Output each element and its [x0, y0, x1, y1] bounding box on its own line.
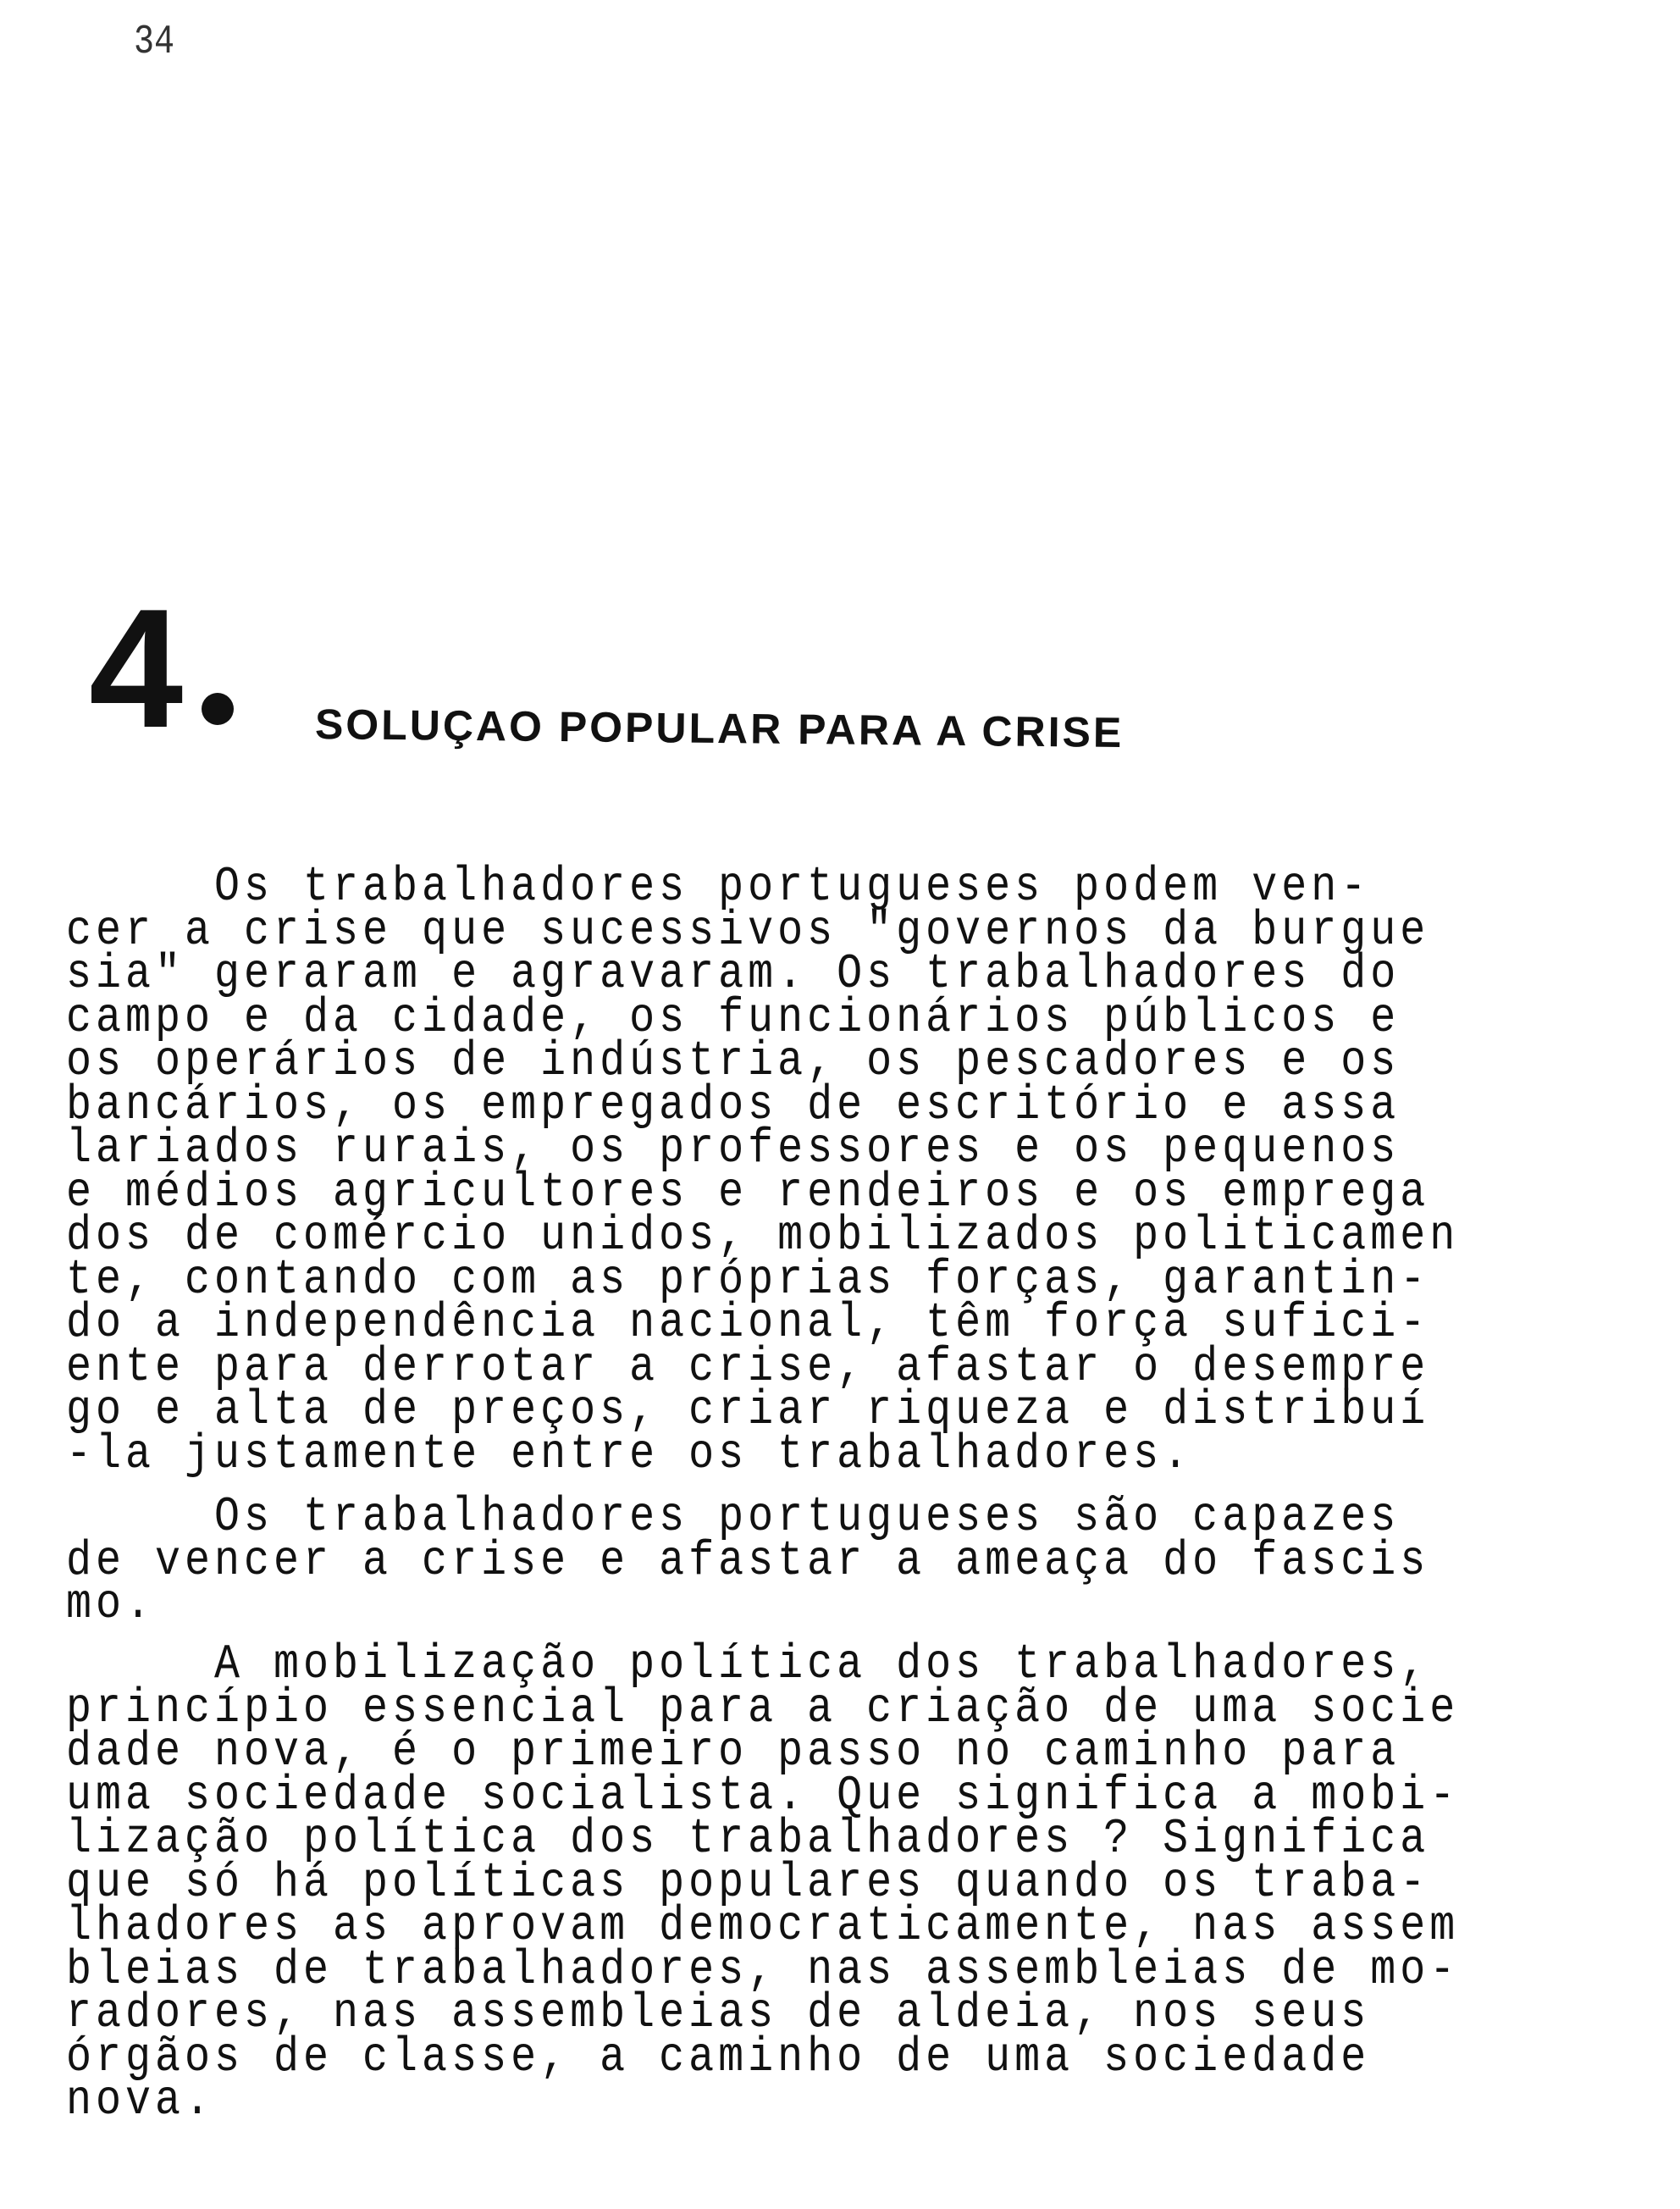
- text-line: dade nova, é o primeiro passo no caminho para: [66, 1724, 1401, 1780]
- text-line: órgãos de classe, a caminho de uma sociedade: [66, 2029, 1371, 2085]
- text-line: os operários de indústria, os pescadores e os: [66, 1033, 1401, 1090]
- text-line: mo.: [66, 1576, 156, 1633]
- text-line: lariados rurais, os professores e os pequenos: [66, 1121, 1401, 1177]
- page-number: 34: [134, 19, 175, 66]
- text-line: A mobilização política dos trabalhadores,: [66, 1636, 1430, 1693]
- text-line: lhadores as aprovam democraticamente, nas assem: [66, 1898, 1460, 1955]
- text-line: princípio essencial para a criação de uma socie: [66, 1680, 1460, 1736]
- chapter-title: SOLUÇAO POPULAR PARA A CRISE: [314, 700, 1125, 757]
- text-line: de vencer a crise e afastar a ameaça do fascis: [66, 1533, 1430, 1589]
- text-line: bancários, os empregados de escritório e assa: [66, 1077, 1401, 1133]
- text-line: -la justamente entre os trabalhadores.: [66, 1426, 1193, 1482]
- text-line: campo e da cidade, os funcionários públicos e: [66, 990, 1401, 1046]
- text-line: radores, nas assembleias de aldeia, nos seus: [66, 1985, 1371, 2042]
- paragraph-1: [66, 859, 1460, 1482]
- text-line: que só há políticas populares quando os traba-: [66, 1855, 1430, 1911]
- paragraph-3: [66, 1636, 1460, 2129]
- chapter-number: 4: [89, 574, 184, 763]
- text-line: nova.: [66, 2073, 215, 2129]
- chapter-bullet-dot: [202, 693, 234, 725]
- text-line: cer a crise que sucessivos "governos da burgue: [66, 903, 1430, 959]
- text-line: Os trabalhadores portugueses podem ven-: [66, 859, 1371, 916]
- paragraph-2: [66, 1489, 1430, 1633]
- text-line: Os trabalhadores portugueses são capazes: [66, 1489, 1401, 1546]
- text-line: bleias de trabalhadores, nas assembleias de mo-: [66, 1942, 1460, 1998]
- text-line: lização política dos trabalhadores ? Significa: [66, 1811, 1430, 1868]
- text-line: do a independência nacional, têm força sufici-: [66, 1295, 1430, 1352]
- text-line: go e alta de preços, criar riqueza e distribuí: [66, 1382, 1430, 1439]
- text-line: dos de comércio unidos, mobilizados politicamen: [66, 1208, 1460, 1265]
- text-line: sia" geraram e agravaram. Os trabalhadores do: [66, 946, 1401, 1003]
- text-line: ente para derrotar a crise, afastar o desempre: [66, 1339, 1430, 1395]
- text-line: e médios agricultores e rendeiros e os emprega: [66, 1165, 1430, 1221]
- text-line: uma sociedade socialista. Que significa a mobi-: [66, 1768, 1460, 1824]
- text-line: te, contando com as próprias forças, garantin-: [66, 1252, 1430, 1308]
